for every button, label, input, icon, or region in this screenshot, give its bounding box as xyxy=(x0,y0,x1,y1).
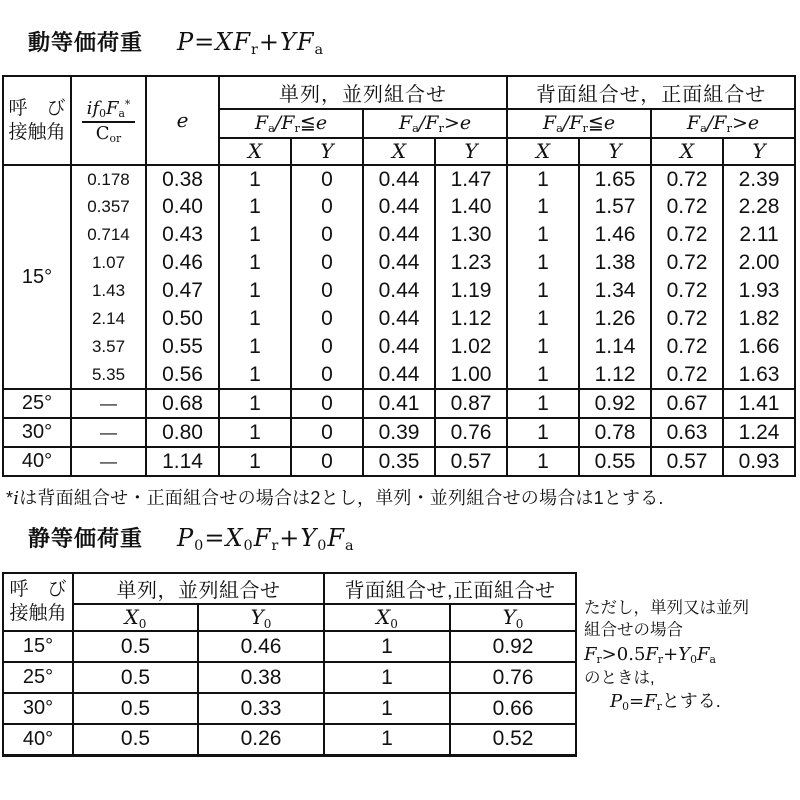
factor-cell: 1 xyxy=(507,277,579,305)
factor-cell: 1.82 xyxy=(723,305,795,333)
factor-cell: 1.63 xyxy=(723,361,795,389)
factor-cell: 0.5 xyxy=(73,631,198,662)
factor-cell: 0 xyxy=(291,277,363,305)
factor-cell: 1 xyxy=(507,193,579,221)
angle-cell: 40° xyxy=(3,724,73,755)
factor-cell: 1.30 xyxy=(435,221,507,249)
factor-cell: 1 xyxy=(219,165,291,193)
factor-cell: 1 xyxy=(219,249,291,277)
ratio-cell: — xyxy=(71,447,146,476)
factor-cell: 1 xyxy=(507,249,579,277)
note-line: 組合せの場合 xyxy=(584,621,683,640)
factor-cell: 1 xyxy=(219,277,291,305)
header-y: Y xyxy=(579,138,651,165)
factor-cell: 1.02 xyxy=(435,333,507,361)
factor-cell: 0.72 xyxy=(651,165,723,193)
load-ratio-fraction xyxy=(82,98,136,144)
factor-cell: 0.67 xyxy=(651,389,723,418)
factor-cell: 1.12 xyxy=(579,361,651,389)
factor-cell: 0.57 xyxy=(651,447,723,476)
factor-cell: 1.24 xyxy=(723,418,795,447)
ratio-cell: 0.357 xyxy=(71,193,146,221)
factor-cell: 1 xyxy=(324,724,450,755)
note-formula-result: P0=Frとする. xyxy=(610,691,721,714)
dynamic-load-title: 動等価荷重 xyxy=(28,30,144,55)
header-x: X xyxy=(507,138,579,165)
factor-cell: 1 xyxy=(219,333,291,361)
factor-cell: 1.66 xyxy=(723,333,795,361)
factor-cell: 1 xyxy=(507,389,579,418)
header-group-single: 単列，並列組合せ xyxy=(73,573,324,604)
factor-cell: 1.12 xyxy=(435,305,507,333)
factor-cell: 1 xyxy=(219,193,291,221)
factor-cell: 1.23 xyxy=(435,249,507,277)
factor-cell: 0.39 xyxy=(363,418,435,447)
factor-cell: 0.72 xyxy=(651,221,723,249)
factor-cell: 0.5 xyxy=(73,693,198,724)
dynamic-load-formula: P=XFr+YFa xyxy=(177,28,325,59)
ratio-cell: — xyxy=(71,389,146,418)
header-cond-gt-2: Fa/Fr>e xyxy=(651,109,795,138)
factor-cell: 0.38 xyxy=(198,662,324,693)
factor-cell: 1 xyxy=(507,333,579,361)
factor-cell: 1.34 xyxy=(579,277,651,305)
factor-cell: 0 xyxy=(291,389,363,418)
factor-cell: 1.00 xyxy=(435,361,507,389)
table2-body xyxy=(3,631,576,755)
ratio-cell: 5.35 xyxy=(71,361,146,389)
factor-cell: 1 xyxy=(324,662,450,693)
factor-cell: 1.93 xyxy=(723,277,795,305)
factor-cell: 1.19 xyxy=(435,277,507,305)
factor-cell: 0.78 xyxy=(579,418,651,447)
ratio-cell: 1.07 xyxy=(71,249,146,277)
factor-cell: 0.66 xyxy=(450,693,576,724)
factor-cell: 0.44 xyxy=(363,305,435,333)
header-load-ratio xyxy=(71,76,146,165)
header-contact-angle-line2: 接触角 xyxy=(9,603,67,624)
factor-cell: 0.63 xyxy=(651,418,723,447)
factor-cell: 0 xyxy=(291,221,363,249)
factor-cell: 0.46 xyxy=(198,631,324,662)
header-y: Y xyxy=(723,138,795,165)
e-cell: 0.80 xyxy=(146,418,219,447)
e-cell: 0.38 xyxy=(146,165,219,193)
header-x0: X0 xyxy=(324,604,450,631)
ratio-cell: 2.14 xyxy=(71,305,146,333)
factor-cell: 2.11 xyxy=(723,221,795,249)
header-contact-angle-line1: 呼 び xyxy=(9,579,67,601)
factor-cell: 1 xyxy=(507,221,579,249)
factor-cell: 0.44 xyxy=(363,221,435,249)
factor-cell: 2.00 xyxy=(723,249,795,277)
factor-cell: 1.41 xyxy=(723,389,795,418)
factor-cell: 0.5 xyxy=(73,724,198,755)
e-cell: 0.68 xyxy=(146,389,219,418)
factor-cell: 2.28 xyxy=(723,193,795,221)
factor-cell: 1.38 xyxy=(579,249,651,277)
static-load-table xyxy=(2,572,577,757)
e-cell: 0.47 xyxy=(146,277,219,305)
factor-cell: 1 xyxy=(507,305,579,333)
footnote: *iは背面組合せ・正面組合せの場合は2とし，単列・並列組合せの場合は1とする. xyxy=(6,488,664,509)
factor-cell: 0.87 xyxy=(435,389,507,418)
factor-cell: 0.44 xyxy=(363,333,435,361)
factor-cell: 0 xyxy=(291,361,363,389)
header-y: Y xyxy=(435,138,507,165)
header-contact-angle xyxy=(3,76,71,165)
header-group-duplex: 背面組合せ,正面組合せ xyxy=(324,573,576,604)
ratio-cell: 0.714 xyxy=(71,221,146,249)
factor-cell: 1.14 xyxy=(579,333,651,361)
static-load-title-row xyxy=(28,522,355,553)
header-y0: Y0 xyxy=(450,604,576,631)
header-y: Y xyxy=(291,138,363,165)
factor-cell: 0.5 xyxy=(73,662,198,693)
factor-cell: 0 xyxy=(291,305,363,333)
factor-cell: 0 xyxy=(291,193,363,221)
angle-cell: 25° xyxy=(3,389,71,418)
factor-cell: 1 xyxy=(507,447,579,476)
factor-cell: 0.26 xyxy=(198,724,324,755)
factor-cell: 0 xyxy=(291,249,363,277)
header-e: e xyxy=(146,76,219,165)
factor-cell: 0.93 xyxy=(723,447,795,476)
factor-cell: 1.65 xyxy=(579,165,651,193)
ratio-cell: 1.43 xyxy=(71,277,146,305)
angle-cell: 15° xyxy=(3,165,71,389)
header-contact-angle-line1: 呼 び xyxy=(8,97,66,119)
factor-cell: 0.44 xyxy=(363,193,435,221)
e-cell: 0.46 xyxy=(146,249,219,277)
e-cell: 0.40 xyxy=(146,193,219,221)
factor-cell: 0.72 xyxy=(651,277,723,305)
factor-cell: 1 xyxy=(507,165,579,193)
factor-cell: 1 xyxy=(507,418,579,447)
factor-cell: 0.72 xyxy=(651,305,723,333)
header-contact-angle-line2: 接触角 xyxy=(8,121,66,143)
ratio-cell: 3.57 xyxy=(71,333,146,361)
factor-cell: 1 xyxy=(324,631,450,662)
factor-cell: 1 xyxy=(324,693,450,724)
table1-body xyxy=(3,165,795,476)
factor-cell: 0.72 xyxy=(651,333,723,361)
note-line: のときは, xyxy=(584,668,655,687)
factor-cell: 0.35 xyxy=(363,447,435,476)
factor-cell: 0.41 xyxy=(363,389,435,418)
angle-cell: 40° xyxy=(3,447,71,476)
factor-cell: 0.57 xyxy=(435,447,507,476)
e-cell: 0.56 xyxy=(146,361,219,389)
header-contact-angle xyxy=(3,573,73,631)
e-cell: 0.50 xyxy=(146,305,219,333)
angle-cell: 30° xyxy=(3,418,71,447)
header-x0: X0 xyxy=(73,604,198,631)
header-x: X xyxy=(651,138,723,165)
factor-cell: 0 xyxy=(291,165,363,193)
static-load-note xyxy=(584,597,798,714)
factor-cell: 0.55 xyxy=(579,447,651,476)
factor-cell: 0.44 xyxy=(363,361,435,389)
fraction-numerator: if0Fa* xyxy=(82,98,136,123)
e-cell: 0.43 xyxy=(146,221,219,249)
ratio-cell: — xyxy=(71,418,146,447)
angle-cell: 25° xyxy=(3,662,73,693)
factor-cell: 0.76 xyxy=(450,662,576,693)
factor-cell: 0.92 xyxy=(450,631,576,662)
factor-cell: 0 xyxy=(291,447,363,476)
factor-cell: 1 xyxy=(219,389,291,418)
angle-cell: 30° xyxy=(3,693,73,724)
factor-cell: 1.40 xyxy=(435,193,507,221)
static-load-formula: P0=X0Fr+Y0Fa xyxy=(177,524,355,555)
header-y0: Y0 xyxy=(198,604,324,631)
header-group-single: 単列，並列組合せ xyxy=(219,76,507,109)
factor-cell: 0.44 xyxy=(363,249,435,277)
dynamic-load-title-row xyxy=(28,26,324,57)
factor-cell: 0 xyxy=(291,333,363,361)
factor-cell: 0.72 xyxy=(651,361,723,389)
factor-cell: 1 xyxy=(219,361,291,389)
factor-cell: 0.52 xyxy=(450,724,576,755)
e-cell: 1.14 xyxy=(146,447,219,476)
dynamic-load-table xyxy=(2,75,796,477)
note-formula-condition: Fr>0.5Fr+Y0Fa xyxy=(584,643,716,666)
e-cell: 0.55 xyxy=(146,333,219,361)
factor-cell: 0.44 xyxy=(363,277,435,305)
header-x: X xyxy=(219,138,291,165)
header-cond-gt-1: Fa/Fr>e xyxy=(363,109,507,138)
factor-cell: 0.76 xyxy=(435,418,507,447)
factor-cell: 0.92 xyxy=(579,389,651,418)
header-x: X xyxy=(363,138,435,165)
factor-cell: 2.39 xyxy=(723,165,795,193)
factor-cell: 0.33 xyxy=(198,693,324,724)
factor-cell: 0 xyxy=(291,418,363,447)
ratio-cell: 0.178 xyxy=(71,165,146,193)
header-group-duplex: 背面組合せ，正面組合せ xyxy=(507,76,795,109)
header-cond-le-2: Fa/Fr≦e xyxy=(507,109,651,138)
factor-cell: 1 xyxy=(219,447,291,476)
factor-cell: 0.72 xyxy=(651,249,723,277)
factor-cell: 0.44 xyxy=(363,165,435,193)
fraction-denominator: Cor xyxy=(95,122,122,145)
factor-cell: 1.57 xyxy=(579,193,651,221)
angle-cell: 15° xyxy=(3,631,73,662)
factor-cell: 1.47 xyxy=(435,165,507,193)
factor-cell: 1 xyxy=(219,221,291,249)
factor-cell: 0.72 xyxy=(651,193,723,221)
factor-cell: 1 xyxy=(219,305,291,333)
note-line: ただし，単列又は並列 xyxy=(584,599,749,617)
header-cond-le-1: Fa/Fr≦e xyxy=(219,109,363,138)
factor-cell: 1.46 xyxy=(579,221,651,249)
factor-cell: 1.26 xyxy=(579,305,651,333)
factor-cell: 1 xyxy=(219,418,291,447)
static-load-title: 静等価荷重 xyxy=(28,526,144,551)
factor-cell: 1 xyxy=(507,361,579,389)
